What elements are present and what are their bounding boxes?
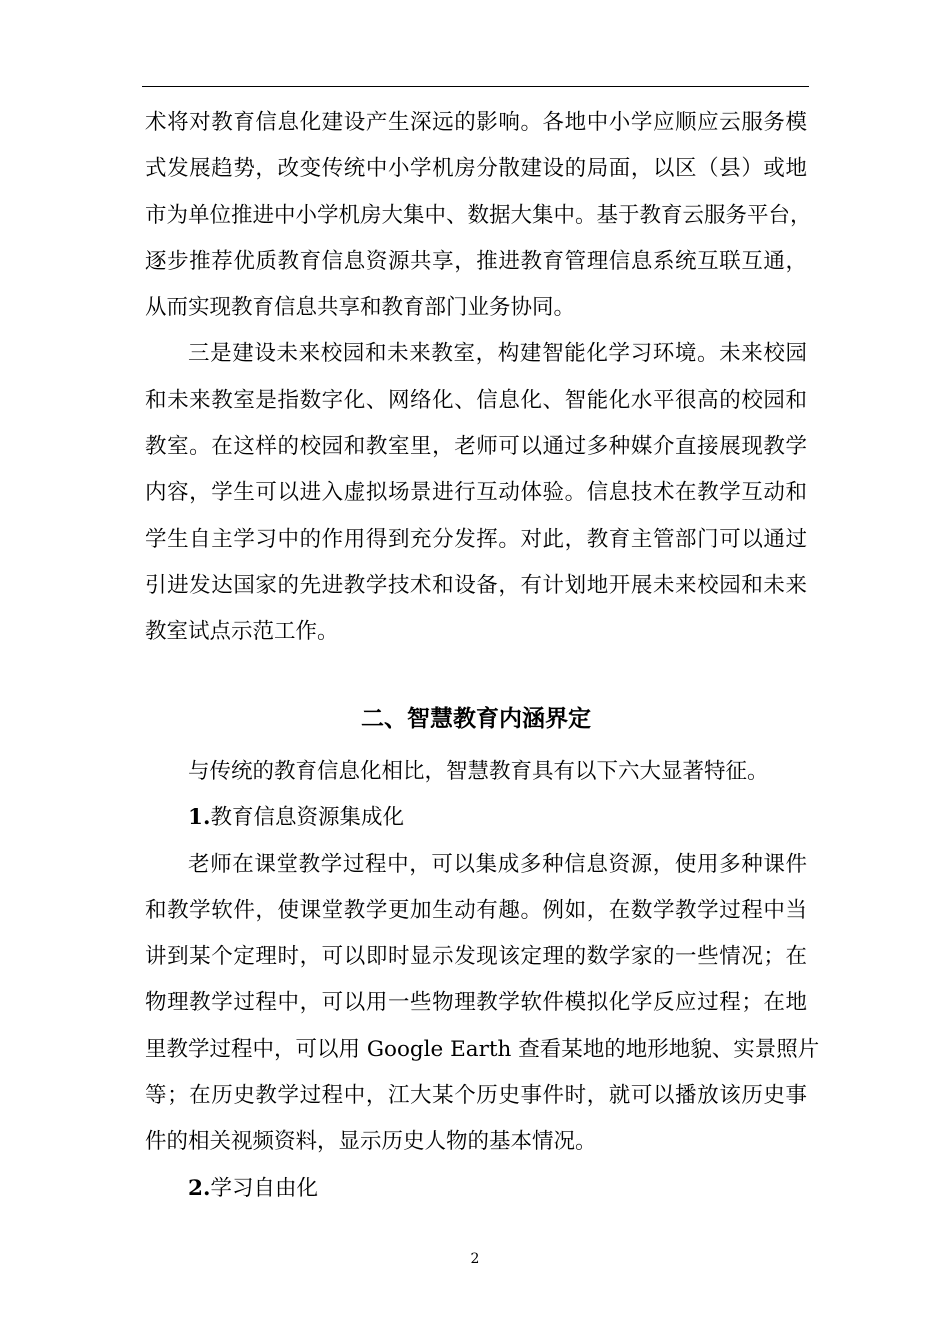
page-number: 2: [470, 1251, 480, 1267]
subsection-heading-1: [145, 795, 807, 841]
paragraph-line: 市为单位推进中小学机房大集中、数据大集中。基于教育云服务平台，: [145, 202, 812, 228]
paragraph-line: 和未来教室是指数字化、网络化、信息化、智能化水平很高的校园和: [145, 387, 807, 413]
paragraph-cloud-service: [145, 100, 812, 331]
subsection-number: 2.: [188, 1175, 211, 1201]
paragraph-line: 件的相关视频资料，显示历史人物的基本情况。: [145, 1129, 597, 1155]
paragraph-line: 引进发达国家的先进教学技术和设备，有计划地开展未来校园和未来: [145, 572, 807, 598]
subsection-title: 教育信息资源集成化: [210, 805, 404, 831]
paragraph-line: 三是建设未来校园和未来教室，构建智能化学习环境。未来校园: [188, 341, 807, 367]
paragraph-line: 老师在课堂教学过程中，可以集成多种信息资源，使用多种课件: [188, 851, 807, 877]
paragraph-line: 从而实现教育信息共享和教育部门业务协同。: [145, 295, 576, 321]
paragraph-resource-integration: [145, 842, 820, 1166]
paragraph-line: 和教学软件，使课堂教学更加生动有趣。例如，在数学教学过程中当: [145, 897, 807, 923]
paragraph-line: 术将对教育信息化建设产生深远的影响。各地中小学应顺应云服务模: [145, 110, 807, 135]
paragraph-line: 内容，学生可以进入虚拟场景进行互动体验。信息技术在教学互动和: [145, 480, 807, 506]
intro-paragraph: 与传统的教育信息化相比，智慧教育具有以下六大显著特征。: [188, 759, 769, 784]
subsection-heading-2: [145, 1166, 807, 1212]
paragraph-line: 教室。在这样的校园和教室里，老师可以通过多种媒介直接展现教学: [145, 434, 807, 460]
body-text-lower: [145, 749, 820, 1212]
subsection-title: 学习自由化: [210, 1175, 318, 1201]
paragraph-line: 物理教学过程中，可以用一些物理教学软件模拟化学反应过程；在地: [145, 990, 807, 1016]
paragraph-line: 逐步推荐优质教育信息资源共享，推进教育管理信息系统互联互通，: [145, 248, 807, 274]
paragraph-line: 里教学过程中，可以用 Google Earth 查看某地的地形地貌、实景照片: [145, 1036, 820, 1062]
section-heading: 二、智慧教育内涵界定: [361, 705, 591, 732]
paragraph-future-campus: [145, 331, 807, 655]
header-rule: [142, 86, 809, 87]
body-text-upper: [145, 100, 812, 656]
paragraph-line: 教室试点示范工作。: [145, 619, 339, 645]
paragraph-line: 讲到某个定理时，可以即时显示发现该定理的数学家的一些情况；在: [145, 944, 807, 970]
paragraph-line: 等；在历史教学过程中，江大某个历史事件时，就可以播放该历史事: [145, 1083, 807, 1109]
subsection-number: 1.: [188, 805, 211, 831]
paragraph-line: 学生自主学习中的作用得到充分发挥。对此，教育主管部门可以通过: [145, 526, 807, 552]
paragraph-line: 式发展趋势，改变传统中小学机房分散建设的局面，以区（县）或地: [145, 156, 807, 182]
